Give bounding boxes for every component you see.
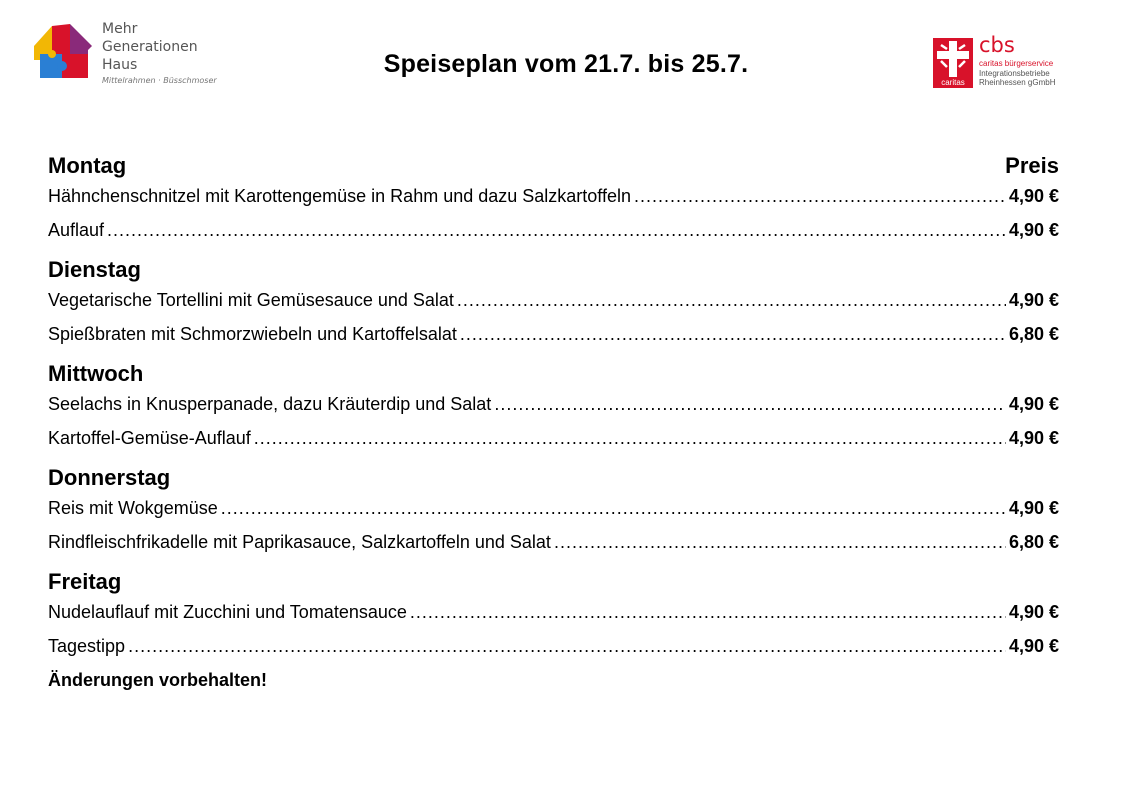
- menu-item: [48, 421, 1059, 455]
- dish-name: Vegetarische Tortellini mit Gemüsesauce und Salat: [48, 290, 454, 310]
- dish-price: 4,90 €: [1008, 602, 1059, 622]
- dot-leader: [634, 179, 1006, 213]
- dot-leader: [494, 387, 1006, 421]
- dot-leader: [460, 317, 1006, 351]
- day-name: Freitag: [48, 569, 122, 594]
- page-title: Speiseplan vom 21.7. bis 25.7.: [383, 50, 749, 78]
- day-name: Dienstag: [48, 257, 141, 282]
- caritas-cbs-logo: [933, 33, 1083, 90]
- dish-price: 6,80 €: [1008, 324, 1059, 344]
- caritas-square: [933, 38, 973, 88]
- dish-price: 4,90 €: [1008, 428, 1059, 448]
- day-name: Montag: [48, 153, 127, 178]
- dot-leader: [254, 421, 1006, 455]
- menu-item: [48, 629, 1059, 663]
- logo-left-line-1: Mehr: [102, 21, 138, 37]
- dish-price: 4,90 €: [1008, 394, 1059, 414]
- logo-left-line-2: Generationen: [102, 39, 198, 55]
- logo-right-line-1: caritas bürgerservice: [979, 59, 1054, 68]
- dish-name: Rindfleischfrikadelle mit Paprikasauce, Salzkartoffeln und Salat: [48, 532, 551, 552]
- day-heading-montag: [48, 147, 1059, 179]
- menu-item: [48, 179, 1059, 213]
- dish-price: 4,90 €: [1008, 636, 1059, 656]
- menu-item: [48, 595, 1059, 629]
- dish-name: Auflauf: [48, 220, 105, 240]
- menu-item: [48, 317, 1059, 351]
- dish-name: Kartoffel-Gemüse-Auflauf: [48, 428, 251, 448]
- menu-item: [48, 283, 1059, 317]
- dish-price: 4,90 €: [1008, 220, 1059, 240]
- dish-price: 6,80 €: [1008, 532, 1059, 552]
- dish-name: Tagestipp: [48, 636, 126, 656]
- day-heading-dienstag: [48, 247, 1059, 283]
- dish-name: Hähnchenschnitzel mit Karottengemüse in Rahm und dazu Salzkartoffeln: [48, 186, 631, 206]
- dish-name: Reis mit Wokgemüse: [48, 498, 218, 518]
- dot-leader: [221, 491, 1006, 525]
- logo-left-tagline: Mittelrahmen · Büsschmoser: [102, 76, 217, 85]
- day-heading-mittwoch: [48, 351, 1059, 387]
- menu-item: [48, 491, 1059, 525]
- day-heading-freitag: [48, 559, 1059, 595]
- dish-name: Spießbraten mit Schmorzwiebeln und Kartoffelsalat: [48, 324, 457, 344]
- menu-item: [48, 387, 1059, 421]
- dish-name: Nudelauflauf mit Zucchini und Tomatensauce: [48, 602, 407, 622]
- logo-right-line-2: Integrationsbetriebe: [979, 69, 1050, 78]
- dish-price: 4,90 €: [1008, 290, 1059, 310]
- day-name: Mittwoch: [48, 361, 144, 386]
- day-name: Donnerstag: [48, 465, 171, 490]
- footer-note: Änderungen vorbehalten!: [48, 670, 268, 690]
- dot-leader: [457, 283, 1006, 317]
- logo-right-line-3: Rheinhessen gGmbH: [979, 78, 1056, 87]
- cbs-brand: cbs: [979, 33, 1015, 57]
- price-header: Preis: [1005, 153, 1059, 178]
- dot-leader: [410, 595, 1006, 629]
- dot-leader: [554, 525, 1006, 559]
- dish-name: Seelachs in Knusperpanade, dazu Kräuterdip und Salat: [48, 394, 492, 414]
- dot-leader: [128, 629, 1006, 663]
- menu-item: [48, 525, 1059, 559]
- logo-left-line-3: Haus: [102, 57, 138, 73]
- dot-leader: [107, 213, 1006, 247]
- dish-price: 4,90 €: [1008, 498, 1059, 518]
- caritas-cross-icon: [937, 41, 969, 77]
- menu: [48, 147, 1059, 697]
- day-heading-donnerstag: [48, 455, 1059, 491]
- caritas-caption: caritas: [941, 78, 965, 87]
- menu-item: [48, 213, 1059, 247]
- dish-price: 4,90 €: [1008, 186, 1059, 206]
